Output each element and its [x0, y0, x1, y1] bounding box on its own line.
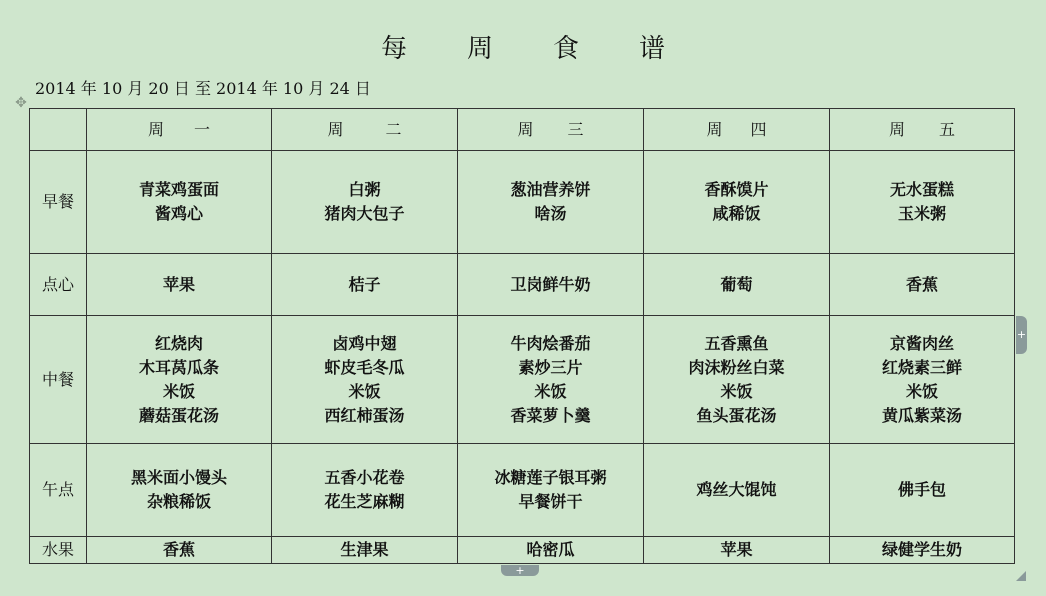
menu-cell[interactable] — [272, 316, 458, 444]
dish-item: 黑米面小馒头 — [130, 468, 227, 487]
menu-cell[interactable] — [272, 444, 458, 537]
day-header-text: 周 — [147, 119, 164, 139]
dish-item: 虾皮毛冬瓜 — [324, 357, 405, 377]
dish-item: 五香小花卷 — [324, 468, 405, 487]
meal-row-afternoon-snack — [30, 444, 1015, 537]
dish-item: 猪肉大包子 — [324, 204, 405, 223]
dish-item: 苹果 — [162, 274, 195, 294]
dish-item: 酱鸡心 — [154, 204, 203, 223]
dish-item: 香蕉 — [162, 540, 195, 559]
dish-item: 鱼头蛋花汤 — [696, 405, 777, 425]
corner-cell — [30, 109, 87, 151]
day-header-thu — [644, 109, 830, 151]
resize-corner-icon[interactable] — [1016, 566, 1026, 576]
dish-item: 牛肉烩番茄 — [510, 333, 591, 353]
title-char: 食 — [553, 34, 580, 64]
dish-item: 青菜鸡蛋面 — [138, 180, 219, 199]
meal-label: 点心 — [30, 254, 87, 316]
dish-item: 米饭 — [534, 381, 567, 401]
dish-item: 香菜萝卜羹 — [510, 405, 591, 425]
dish-item: 卫岗鲜牛奶 — [510, 274, 591, 294]
dish-item: 鸡丝大馄饨 — [696, 480, 777, 499]
meal-row-fruit — [30, 537, 1015, 564]
weekly-menu-table[interactable] — [29, 108, 1015, 564]
day-header-text: 周 — [327, 119, 344, 139]
dish-item: 肉沫粉丝白菜 — [688, 357, 785, 377]
dish-item: 花生芝麻糊 — [324, 492, 405, 511]
dish-item: 红烧肉 — [154, 333, 203, 353]
dish-item: 蘑菇蛋花汤 — [138, 405, 219, 425]
dish-item: 咸稀饭 — [712, 204, 761, 223]
dish-item: 无水蛋糕 — [889, 180, 954, 199]
four-arrow-move-icon[interactable]: ✥ — [15, 95, 27, 111]
dish-item: 米饭 — [905, 381, 938, 401]
title-char: 谱 — [639, 34, 666, 64]
menu-cell[interactable] — [458, 254, 644, 316]
day-header-text: 周 — [517, 119, 534, 139]
menu-cell[interactable] — [458, 151, 644, 254]
dish-item: 哈密瓜 — [526, 540, 575, 559]
header-row — [30, 109, 1015, 151]
day-header-text: 周 — [706, 119, 723, 139]
dish-item: 米饭 — [162, 381, 195, 401]
menu-cell[interactable] — [830, 537, 1015, 564]
meal-label: 水果 — [30, 537, 87, 564]
menu-cell[interactable] — [830, 151, 1015, 254]
add-row-plus-icon[interactable]: + — [501, 565, 539, 576]
dish-item: 早餐饼干 — [518, 492, 583, 511]
day-header-text: 周 — [888, 119, 905, 139]
menu-cell[interactable] — [644, 444, 830, 537]
title-char: 每 — [380, 34, 407, 64]
menu-cell[interactable] — [272, 151, 458, 254]
meal-label: 中餐 — [30, 316, 87, 444]
dish-item: 绿健学生奶 — [881, 540, 962, 559]
menu-cell[interactable] — [87, 316, 272, 444]
menu-cell[interactable] — [644, 254, 830, 316]
menu-cell[interactable] — [87, 254, 272, 316]
title-char: 周 — [466, 34, 493, 64]
dish-item: 西红柿蛋汤 — [324, 405, 405, 425]
day-header-text: 一 — [194, 119, 211, 139]
dish-item: 木耳莴瓜条 — [138, 357, 219, 377]
day-header-mon — [87, 109, 272, 151]
menu-cell[interactable] — [458, 444, 644, 537]
meal-label: 早餐 — [30, 151, 87, 254]
menu-cell[interactable] — [644, 316, 830, 444]
dish-item: 啥汤 — [534, 204, 567, 223]
day-header-text: 二 — [385, 119, 402, 139]
dish-item: 米饭 — [720, 381, 753, 401]
dish-item: 黄瓜紫菜汤 — [881, 405, 962, 425]
dish-item: 葱油营养饼 — [510, 180, 591, 199]
menu-cell[interactable] — [458, 316, 644, 444]
day-header-text: 三 — [567, 119, 584, 139]
meal-row-snack — [30, 254, 1015, 316]
menu-cell[interactable] — [458, 537, 644, 564]
dish-item: 五香熏鱼 — [704, 333, 769, 353]
dish-item: 京酱肉丝 — [889, 333, 954, 353]
dish-item: 葡萄 — [720, 274, 753, 294]
day-header-text: 四 — [750, 119, 767, 139]
dish-item: 冰糖莲子银耳粥 — [494, 468, 607, 487]
menu-cell[interactable] — [644, 151, 830, 254]
day-header-fri — [830, 109, 1015, 151]
dish-item: 生津果 — [340, 540, 389, 559]
menu-cell[interactable] — [830, 444, 1015, 537]
day-header-tue — [272, 109, 458, 151]
menu-cell[interactable] — [272, 254, 458, 316]
day-header-text: 五 — [939, 119, 956, 139]
menu-cell[interactable] — [830, 316, 1015, 444]
menu-cell[interactable] — [87, 151, 272, 254]
meal-row-lunch — [30, 316, 1015, 444]
menu-cell[interactable] — [644, 537, 830, 564]
dish-item: 素炒三片 — [518, 357, 583, 377]
dish-item: 卤鸡中翅 — [332, 333, 397, 353]
dish-item: 米饭 — [348, 381, 381, 401]
day-header-wed — [458, 109, 644, 151]
meal-row-breakfast — [30, 151, 1015, 254]
add-column-plus-icon[interactable]: + — [1016, 316, 1027, 354]
dish-item: 玉米粥 — [897, 204, 946, 223]
menu-cell[interactable] — [830, 254, 1015, 316]
dish-item: 苹果 — [720, 540, 753, 559]
dish-item: 桔子 — [348, 274, 381, 294]
dish-item: 香酥馍片 — [704, 180, 769, 199]
dish-item: 香蕉 — [905, 274, 938, 294]
menu-cell[interactable] — [87, 444, 272, 537]
menu-cell[interactable] — [272, 537, 458, 564]
dish-item: 佛手包 — [897, 480, 946, 499]
dish-item: 杂粮稀饭 — [146, 492, 211, 511]
date-range: 2014 年 10 月 20 日 至 2014 年 10 月 24 日 — [35, 79, 371, 98]
dish-item: 白粥 — [348, 180, 381, 199]
page-title — [0, 28, 1046, 65]
meal-label: 午点 — [30, 444, 87, 537]
menu-cell[interactable] — [87, 537, 272, 564]
dish-item: 红烧素三鲜 — [881, 357, 962, 377]
